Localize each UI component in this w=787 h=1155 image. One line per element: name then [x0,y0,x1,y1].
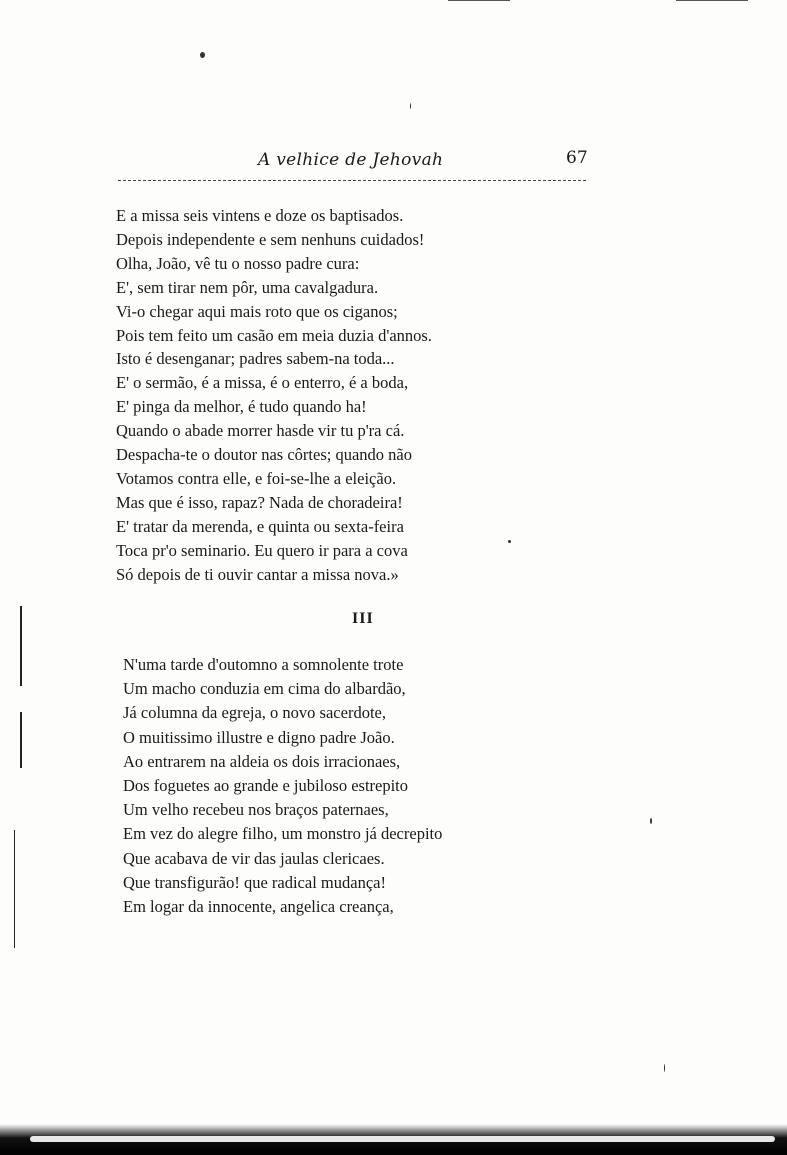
section-number: III [352,610,374,627]
header-rule [118,180,586,181]
verse-line: E', sem tirar nem pôr, uma cavalgadura. [116,277,379,297]
verse-line: E' pinga da melhor, é tudo quando ha! [116,397,367,417]
ink-speck [410,103,411,109]
verse-line: Ao entrarem na aldeia os dois irracionaes, [123,751,401,771]
verse-line: Só depois de ti ouvir cantar a missa nova.» [116,564,399,584]
page-number: 67 [566,148,588,168]
ink-speck [650,818,652,824]
stanza-two [123,653,442,919]
ink-speck [664,1064,665,1072]
top-edge-rule-left [448,0,510,1]
ink-speck [508,540,511,543]
verse-line: E' tratar da merenda, e quinta ou sexta-feira [116,516,404,536]
verse-line: Olha, João, vê tu o nosso padre cura: [116,253,360,273]
verse-line: Depois independente e sem nenhuns cuidados! [116,229,425,249]
verse-line: Mas que é isso, rapaz? Nada de choradeira! [116,492,403,512]
running-title: A velhice de Jehovah [258,150,444,170]
verse-line: Em vez do alegre filho, um monstro já decrepito [123,824,443,844]
top-edge-rule-right [676,0,748,1]
verse-line: Pois tem feito um casão em meia duzia d'annos. [116,325,432,345]
verse-line: Que transfigurão! que radical mudança! [123,872,386,892]
margin-scan-mark [20,606,22,686]
verse-line: Que acabava de vir das jaulas clericaes. [123,848,385,868]
verse-line: Despacha-te o doutor nas côrtes; quando não [116,445,412,465]
scanned-page-edge-highlight [30,1136,775,1142]
verse-line: Vi-o chegar aqui mais roto que os ciganos; [116,301,398,321]
verse-line: Isto é desenganar; padres sabem-na toda... [116,349,395,369]
verse-line: Já columna da egreja, o novo sacerdote, [123,703,386,723]
margin-scan-mark [14,830,15,948]
verse-line: Quando o abade morrer hasde vir tu p'ra cá. [116,421,405,441]
verse-line: E' o sermão, é a missa, é o enterro, é a boda, [116,373,409,393]
verse-line: Votamos contra elle, e foi-se-lhe a eleição. [116,468,397,488]
verse-line: Toca pr'o seminario. Eu quero ir para a cova [116,540,408,560]
verse-line: Em logar da innocente, angelica creança, [123,897,394,917]
verse-line: O muitissimo illustre e digno padre João. [123,727,395,747]
verse-line: Dos foguetes ao grande e jubiloso estrepito [123,776,409,796]
verse-line: E a missa seis vintens e doze os baptisados. [116,206,404,225]
margin-scan-mark [20,712,22,768]
verse-line: Um macho conduzia em cima do albardão, [123,679,406,699]
stanza-one [116,204,432,587]
verse-line: N'uma tarde d'outomno a somnolente trote [123,655,404,674]
ink-speck [200,52,205,58]
verse-line: Um velho recebeu nos braços paternaes, [123,800,389,820]
